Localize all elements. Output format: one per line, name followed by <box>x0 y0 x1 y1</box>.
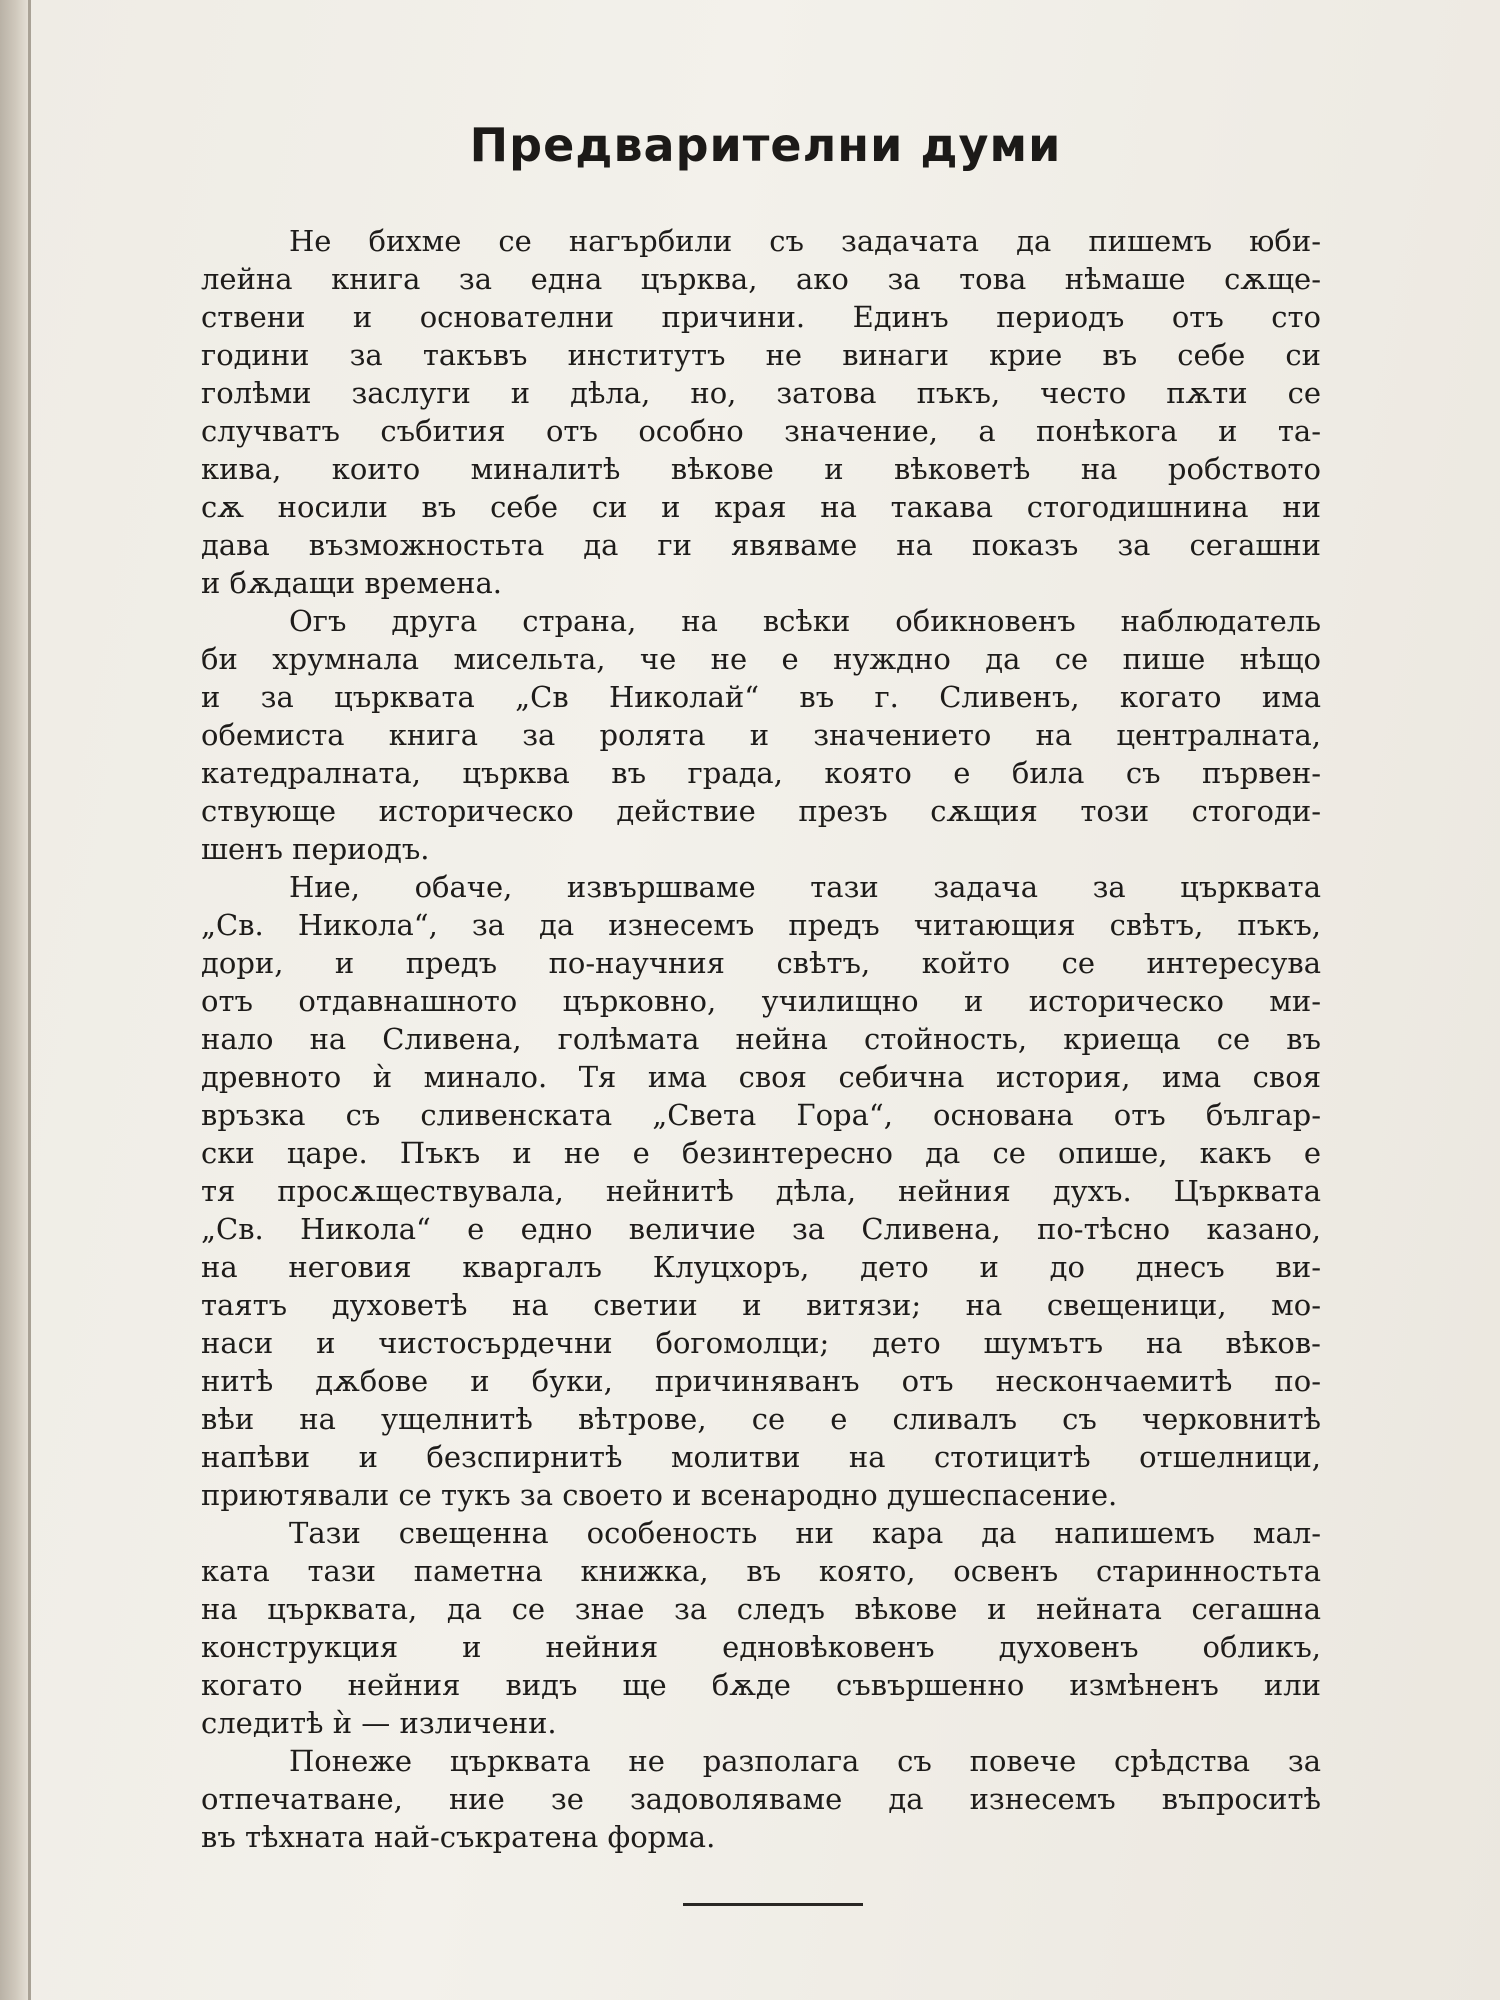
text-line: Тази свещенна особеность ни кара да напишемъ мал- <box>289 1516 1321 1550</box>
text-line: сѫ носили въ себе си и края на такава стогодишнина ни <box>201 490 1321 524</box>
text-line: таятъ духоветѣ на светии и витязи; на свещеници, мо- <box>201 1288 1321 1322</box>
text-line: следитѣ ѝ — изличени. <box>201 1706 557 1740</box>
text-line: случватъ събития отъ особно значение, а понѣкога и та- <box>201 414 1321 448</box>
text-line: шенъ периодъ. <box>201 832 430 866</box>
text-line: лейна книга за една църква, ако за това нѣмаше сѫще- <box>201 262 1321 296</box>
text-line: нало на Сливена, голѣмата нейна стойность, криеща се въ <box>201 1022 1321 1056</box>
text-line: конструкция и нейния едновѣковенъ духовенъ обликъ, <box>201 1630 1321 1664</box>
text-line: „Св. Никола“, за да изнесемъ предъ читающия свѣтъ, пъкъ, <box>201 908 1321 942</box>
text-line: приютявали се тукъ за своето и всенародно душеспасение. <box>201 1478 1118 1512</box>
text-line: ствени и основателни причини. Единъ периодъ отъ сто <box>201 300 1321 334</box>
book-gutter <box>0 0 28 2000</box>
text-line: вѣи на ущелнитѣ вѣтрове, се е сливалъ съ черковнитѣ <box>201 1402 1321 1436</box>
text-line: Ние, обаче, извършваме тази задача за църквата <box>289 870 1321 904</box>
text-line: връзка съ сливенската „Света Гора“, основана отъ българ- <box>201 1098 1321 1132</box>
text-line: когато нейния видъ ще бѫде съвършенно измѣненъ или <box>201 1668 1321 1702</box>
text-line: наси и чистосърдечни богомолци; дето шумътъ на вѣков- <box>201 1326 1321 1360</box>
body-text <box>201 222 1321 1856</box>
page-title: Предварителни думи <box>469 118 1062 172</box>
paragraph-2 <box>201 602 1321 868</box>
text-line: тя просѫществувала, нейнитѣ дѣла, нейния духъ. Църквата <box>201 1174 1321 1208</box>
text-line: на църквата, да се знае за следъ вѣкове и нейната сегашна <box>201 1592 1321 1626</box>
paragraph-1 <box>201 222 1321 602</box>
paragraph-5 <box>201 1742 1321 1856</box>
text-line: отпечатване, ние зе задоволяваме да изнесемъ въпроситѣ <box>201 1782 1321 1816</box>
text-line: голѣми заслуги и дѣла, но, затова пъкъ, често пѫти се <box>201 376 1321 410</box>
text-line: дава възможностьта да ги явяваме на показъ за сегашни <box>201 528 1321 562</box>
text-line: ката тази паметна книжка, въ която, освенъ старинностьта <box>201 1554 1321 1588</box>
text-line: нитѣ дѫбове и буки, причиняванъ отъ нескончаемитѣ по- <box>201 1364 1321 1398</box>
text-line: катедралната, църква въ града, която е била съ първен- <box>201 756 1321 790</box>
text-line: напѣви и безспирнитѣ молитви на стотицитѣ отшелници, <box>201 1440 1321 1474</box>
text-line: и бѫдащи времена. <box>201 566 502 600</box>
text-line: на неговия кваргалъ Клуцхоръ, дето и до днесъ ви- <box>201 1250 1321 1284</box>
end-rule-divider <box>683 1903 863 1906</box>
text-line: въ тѣхната най-съкратена форма. <box>201 1820 716 1854</box>
text-line: обемиста книга за ролята и значението на централната, <box>201 718 1321 752</box>
text-line: древното ѝ минало. Тя има своя себична история, има своя <box>201 1060 1321 1094</box>
text-line: и за църквата „Св Николай“ въ г. Сливенъ, когато има <box>201 680 1321 714</box>
text-line: кива, които миналитѣ вѣкове и вѣковетѣ на робството <box>201 452 1321 486</box>
text-line: дори, и предъ по-научния свѣтъ, който се интересува <box>201 946 1321 980</box>
text-line: Огъ друга страна, на всѣки обикновенъ наблюдатель <box>289 604 1321 638</box>
paragraph-4 <box>201 1514 1321 1742</box>
text-line: би хрумнала мисельта, че не е нуждно да се пише нѣщо <box>201 642 1321 676</box>
book-page <box>31 0 1500 2000</box>
text-line: ствующе историческо действие презъ сѫщия този стогоди- <box>201 794 1321 828</box>
text-line: „Св. Никола“ е едно величие за Сливена, по-тѣсно казано, <box>201 1212 1321 1246</box>
text-line: Понеже църквата не разполага съ повече срѣдства за <box>289 1744 1321 1778</box>
paragraph-3 <box>201 868 1321 1514</box>
text-line: отъ отдавнашното църковно, училищно и историческо ми- <box>201 984 1321 1018</box>
text-line: Не бихме се нагърбили съ задачата да пишемъ юби- <box>289 224 1321 258</box>
text-line: години за такъвъ институтъ не винаги крие въ себе си <box>201 338 1321 372</box>
text-line: ски царе. Пъкъ и не е безинтересно да се опише, какъ е <box>201 1136 1321 1170</box>
